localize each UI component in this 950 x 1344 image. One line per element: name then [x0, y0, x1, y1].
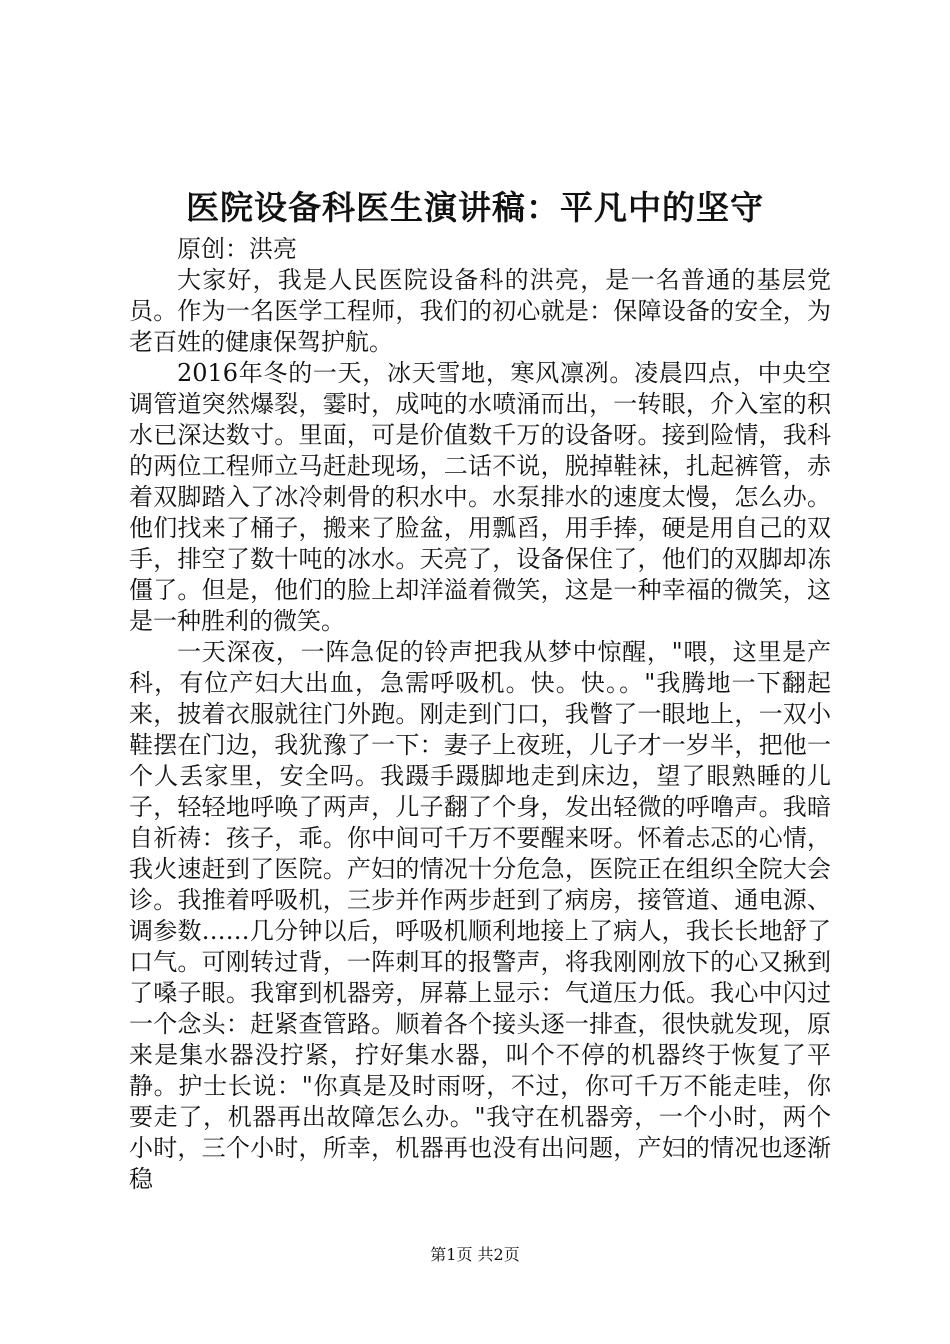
body-paragraph: 一天深夜，一阵急促的铃声把我从梦中惊醒，"喂，这里是产科，有位产妇大出血，急需呼吸机。快。快。。"我腾地一下翻起来，披着衣服就往门外跑。刚走到门口，我瞥了一眼地上，一双小鞋摆在门边，我犹豫了一下：妻子上夜班，儿子才一岁半，把他一个人丢家里，安全吗。我蹑手蹑脚地走到床边，望了眼熟睡的儿子，轻轻地呼唤了两声，儿子翻了个身，发出轻微的呼噜声。我暗自祈祷：孩子，乖。你中间可千万不要醒来呀。怀着忐忑的心情，我火速赶到了医院。产妇的情况十分危急，医院正在组织全院大会诊。我推着呼吸机，三步并作两步赶到了病房，接管道、通电源、调参数……几分钟以后，呼吸机顺利地接上了病人，我长长地舒了口气。可刚转过背，一阵刺耳的报警声，将我刚刚放下的心又揪到了嗓子眼。我窜到机器旁，屏幕上显示：气道压力低。我心中闪过一个念头：赶紧查管路。顺着各个接头逐一排查，很快就发现，原来是集水器没拧紧，拧好集水器，叫个不停的机器终于恢复了平静。护士长说："你真是及时雨呀，不过，你可千万不能走哇，你要走了，机器再出故障怎么办。"我守在机器旁，一个小时，两个小时，三个小时，所幸，机器再也没有出问题，产妇的情况也逐渐稳 — [129, 638, 831, 1193]
page-footer: 第1页 共2页 — [430, 1245, 520, 1264]
body-paragraph: 2016年冬的一天，冰天雪地，寒风凛冽。凌晨四点，中央空调管道突然爆裂，霎时，成吨的水喷涌而出，一转眼，介入室的积水已深达数寸。里面，可是价值数千万的设备呀。接到险情，我科的两位工程师立马赶赴现场，二话不说，脱掉鞋袜，扎起裤管，赤着双脚踏入了冰冷刺骨的积水中。水泵排水的速度太慢，怎么办。他们找来了桶子，搬来了脸盆，用瓢舀，用手捧，硬是用自己的双手，排空了数十吨的冰水。天亮了，设备保住了，他们的双脚却冻僵了。但是，他们的脸上却洋溢着微笑，这是一种幸福的微笑，这是一种胜利的微笑。 — [129, 359, 831, 635]
document-title: 医院设备科医生演讲稿：平凡中的坚守 — [186, 188, 764, 227]
body-paragraph: 大家好，我是人民医院设备科的洪亮，是一名普通的基层党员。作为一名医学工程师，我们的初心就是：保障设备的安全，为老百姓的健康保驾护航。 — [129, 266, 831, 356]
author-line: 原创：洪亮 — [177, 235, 297, 263]
document-body — [129, 234, 831, 1195]
